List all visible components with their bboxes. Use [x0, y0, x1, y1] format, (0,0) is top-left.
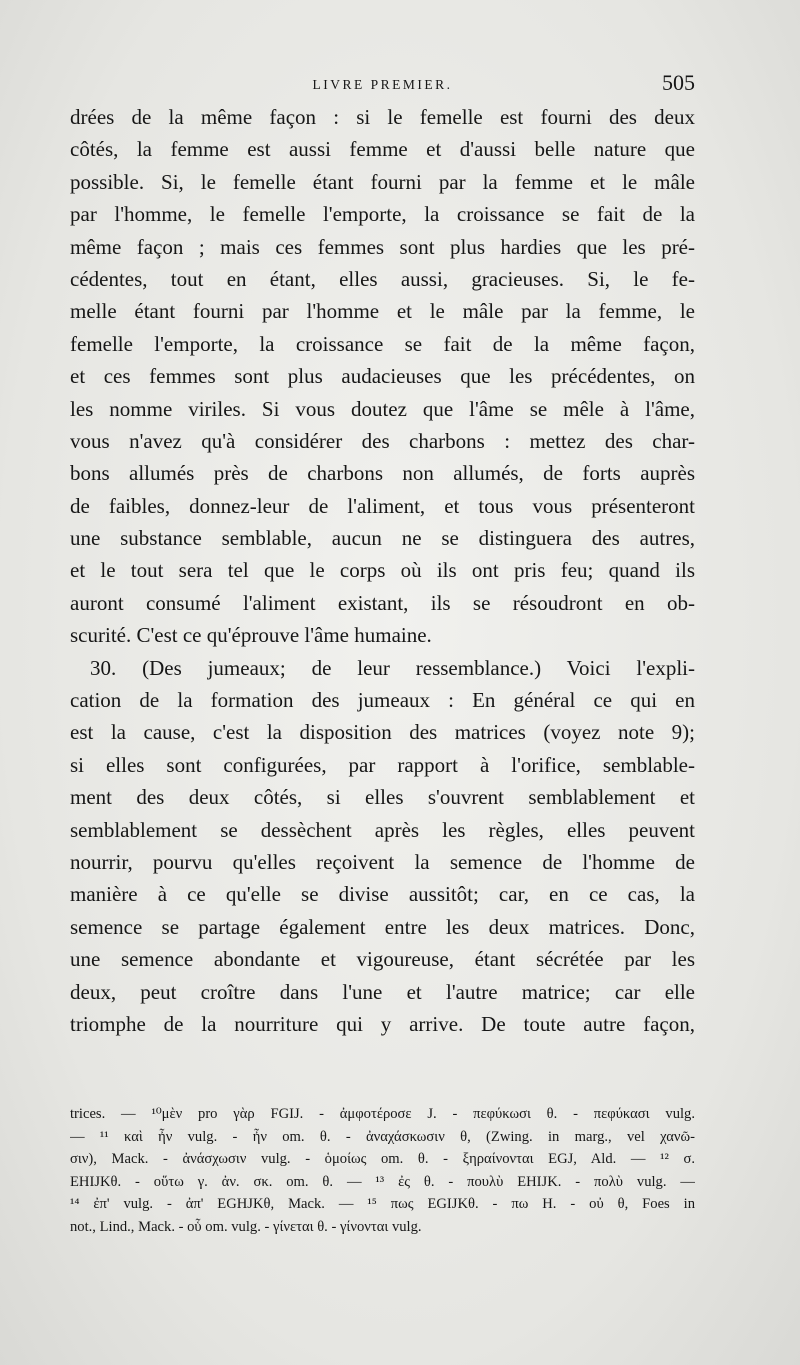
- text-line: semblablement se dessèchent après les règles, elles peuvent: [70, 817, 695, 842]
- text-line: possible. Si, le femelle étant fourni par la femme et le mâle: [70, 169, 695, 194]
- text-line: par l'homme, le femelle l'emporte, la croissance se fait de la: [70, 202, 695, 227]
- text-line: triomphe de la nourriture qui y arrive. De toute autre façon,: [70, 1011, 695, 1036]
- page-header: [70, 68, 695, 102]
- text-line: si elles sont configurées, par rapport à l'orifice, semblable-: [70, 752, 695, 777]
- text-line: cédentes, tout en étant, elles aussi, gracieuses. Si, le fe-: [70, 266, 695, 291]
- text-line: les nomme viriles. Si vous doutez que l'âme se mêle à l'âme,: [70, 396, 695, 421]
- footnote-line: not., Lind., Mack. - οὗ om. vulg. - γίνεται θ. - γίνονται vulg.: [70, 1218, 422, 1235]
- text-line: semence se partage également entre les deux matrices. Donc,: [70, 914, 695, 939]
- text-line: deux, peut croître dans l'une et l'autre matrice; car elle: [70, 979, 695, 1004]
- text-line: drées de la même façon : si le femelle est fourni des deux: [70, 105, 695, 129]
- text-line: vous n'avez qu'à considérer des charbons : mettez des char-: [70, 428, 695, 453]
- text-line: femelle l'emporte, la croissance se fait de la même façon,: [70, 331, 695, 356]
- text-line: et ces femmes sont plus audacieuses que les précédentes, on: [70, 364, 695, 389]
- footnotes: [70, 1103, 695, 1239]
- text-line: côtés, la femme est aussi femme et d'aussi belle nature que: [70, 137, 695, 162]
- text-line: 30. (Des jumeaux; de leur ressemblance.) Voici l'expli-: [90, 655, 695, 680]
- footnote-line: ¹⁴ ἐπ' vulg. - ἀπ' EGHJKθ, Mack. — ¹⁵ πως EGIJKθ. - πω H. - οὐ θ, Foes in: [70, 1196, 695, 1213]
- text-line: scurité. C'est ce qu'éprouve l'âme humaine.: [70, 623, 432, 648]
- page-number: 505: [662, 70, 695, 95]
- text-line: une substance semblable, aucun ne se distinguera des autres,: [70, 526, 695, 551]
- footnote-line: σιν), Mack. - ἀνάσχωσιν vulg. - ὁμοίως om. θ. - ξηραίνονται EGJ, Ald. — ¹² σ.: [70, 1151, 695, 1168]
- running-head: LIVRE PREMIER.: [312, 77, 453, 92]
- main-text: [70, 101, 695, 1040]
- text-line: auront consumé l'aliment existant, ils se résoudront en ob-: [70, 590, 695, 615]
- text-line: bons allumés près de charbons non allumés, de forts auprès: [70, 461, 695, 486]
- footnote-line: trices. — ¹⁰μὲν pro γὰρ FGIJ. - ἀμφοτέροσε J. - πεφύκωσι θ. - πεφύκασι vulg.: [70, 1106, 695, 1122]
- text-line: une semence abondante et vigoureuse, étant sécrétée par les: [70, 947, 695, 972]
- footnote-line: — ¹¹ καὶ ἦν vulg. - ἦν om. θ. - ἀναχάσκωσιν θ, (Zwing. in marg., vel χανῶ-: [70, 1128, 695, 1145]
- text-line: manière à ce qu'elle se divise aussitôt; car, en ce cas, la: [70, 882, 695, 907]
- text-line: ment des deux côtés, si elles s'ouvrent semblablement et: [70, 785, 695, 810]
- text-line: nourrir, pourvu qu'elles reçoivent la semence de l'homme de: [70, 849, 695, 874]
- footnote-line: EHIJKθ. - οὕτω γ. ἀν. σκ. om. θ. — ¹³ ἐς θ. - πουλὺ EHIJK. - πολὺ vulg. —: [70, 1173, 695, 1190]
- text-line: même façon ; mais ces femmes sont plus hardies que les pré-: [70, 234, 695, 259]
- text-line: et le tout sera tel que le corps où ils ont pris feu; quand ils: [70, 558, 695, 583]
- text-line: melle étant fourni par l'homme et le mâle par la femme, le: [70, 299, 695, 324]
- text-line: est la cause, c'est la disposition des matrices (voyez note 9);: [70, 720, 695, 745]
- text-line: de faibles, donnez-leur de l'aliment, et tous vous présenteront: [70, 493, 695, 518]
- text-line: cation de la formation des jumeaux : En général ce qui en: [70, 688, 695, 713]
